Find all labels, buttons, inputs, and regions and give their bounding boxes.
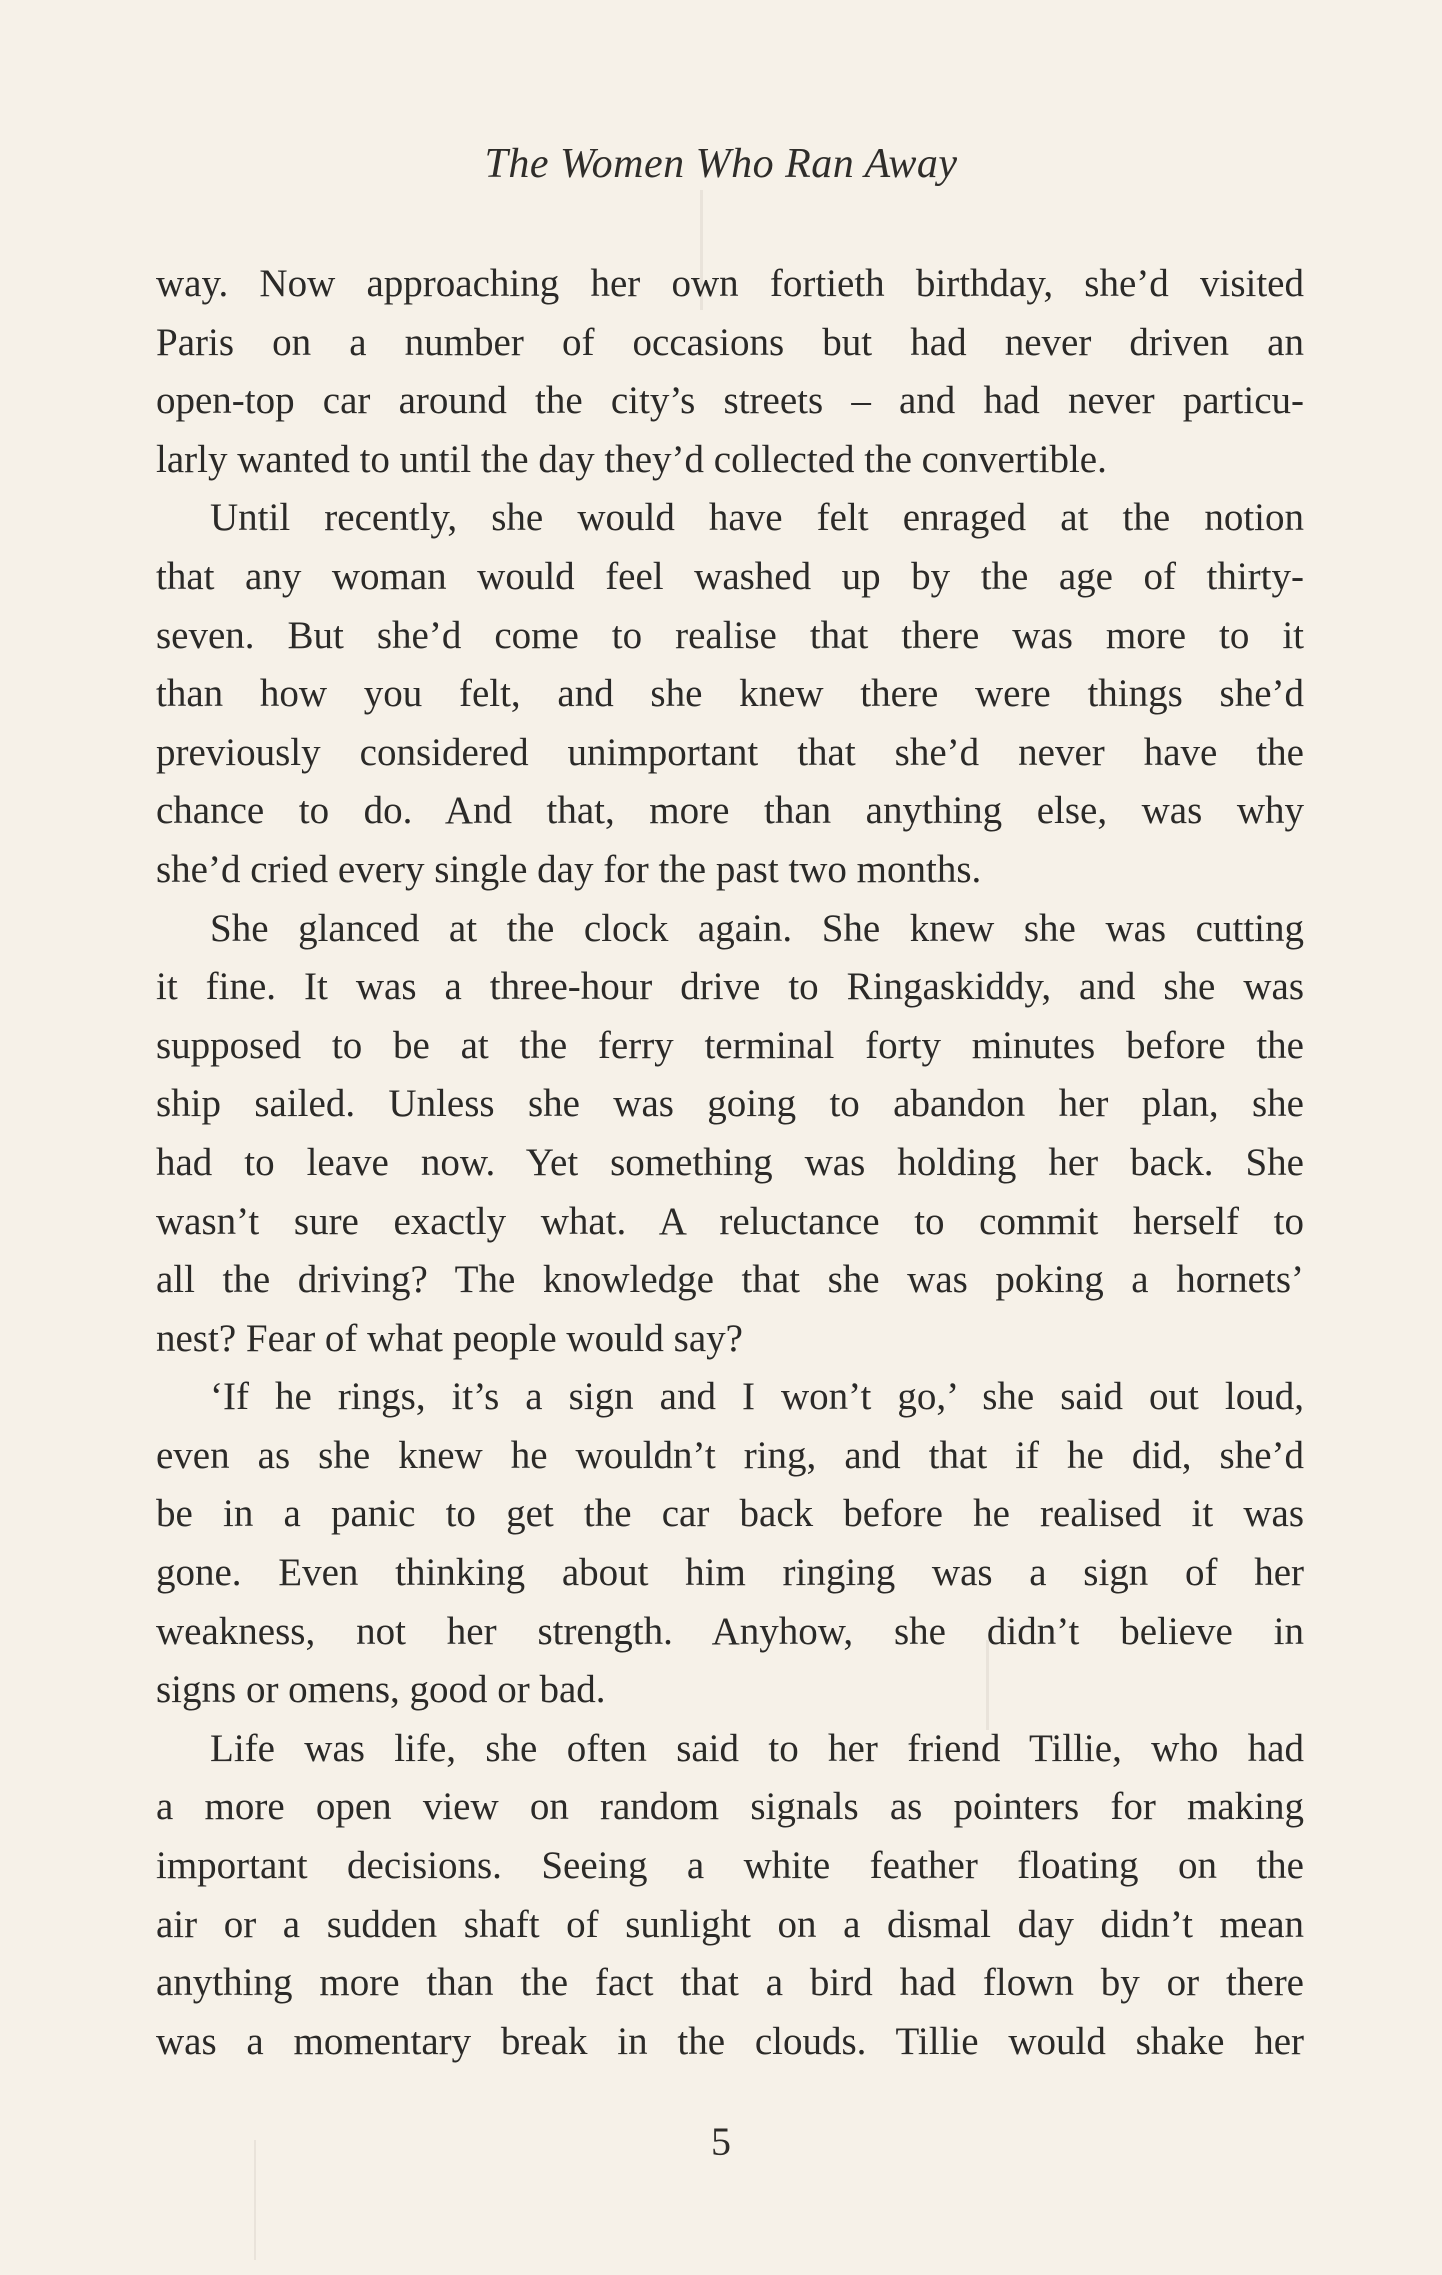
text-line: all the driving? The knowledge that she was poking a hornets’ [156,1258,1304,1302]
text-line: Paris on a number of occasions but had never driven an [156,320,1304,364]
text-line: it fine. It was a three-hour drive to Ringaskiddy, and she was [156,965,1304,1009]
text-line: open-top car around the city’s streets – and had never particu- [156,379,1304,423]
text-line: signs or omens, good or bad. [156,1668,606,1712]
text-line: Life was life, she often said to her friend Tillie, who had [210,1726,1304,1770]
text-line: gone. Even thinking about him ringing was a sign of her [156,1551,1304,1595]
paragraph [156,900,1304,1369]
running-head: The Women Who Ran Away [484,141,958,187]
text-line: wasn’t sure exactly what. A reluctance to commit herself to [156,1199,1304,1243]
text-line: be in a panic to get the car back before he realised it was [156,1492,1304,1536]
text-line: than how you felt, and she knew there were things she’d [156,672,1304,716]
text-line: anything more than the fact that a bird had flown by or there [156,1961,1304,2005]
paragraph [156,1368,1304,1720]
text-line: ship sailed. Unless she was going to abandon her plan, she [156,1082,1304,1126]
text-line: important decisions. Seeing a white feather floating on the [156,1844,1304,1888]
text-line: even as she knew he wouldn’t ring, and that if he did, she’d [156,1433,1304,1477]
text-line: that any woman would feel washed up by the age of thirty- [156,554,1304,598]
page-number: 5 [711,2119,731,2164]
text-line: weakness, not her strength. Anyhow, she didn’t believe in [156,1609,1304,1653]
text-line: supposed to be at the ferry terminal forty minutes before the [156,1023,1304,1067]
text-line: was a momentary break in the clouds. Tillie would shake her [156,2019,1304,2063]
text-line: air or a sudden shaft of sunlight on a dismal day didn’t mean [156,1902,1304,1946]
text-line: nest? Fear of what people would say? [156,1316,743,1360]
paragraph [156,255,1304,489]
text-line: seven. But she’d come to realise that there was more to it [156,613,1304,657]
text-line: had to leave now. Yet something was holding her back. She [156,1140,1304,1184]
text-line: Until recently, she would have felt enraged at the notion [210,496,1304,540]
text-line: chance to do. And that, more than anything else, was why [156,789,1304,833]
body-text [156,255,1304,2071]
paragraph [156,1720,1304,2072]
text-line: larly wanted to until the day they’d collected the convertible. [156,437,1107,481]
text-line: ‘If he rings, it’s a sign and I won’t go,’ she said out loud, [210,1375,1304,1419]
text-line: way. Now approaching her own fortieth birthday, she’d visited [156,262,1304,305]
text-line: She glanced at the clock again. She knew she was cutting [210,906,1304,950]
text-line: she’d cried every single day for the past two months. [156,847,982,891]
text-line: previously considered unimportant that she’d never have the [156,730,1304,774]
paragraph [156,489,1304,899]
text-line: a more open view on random signals as pointers for making [156,1785,1304,1829]
